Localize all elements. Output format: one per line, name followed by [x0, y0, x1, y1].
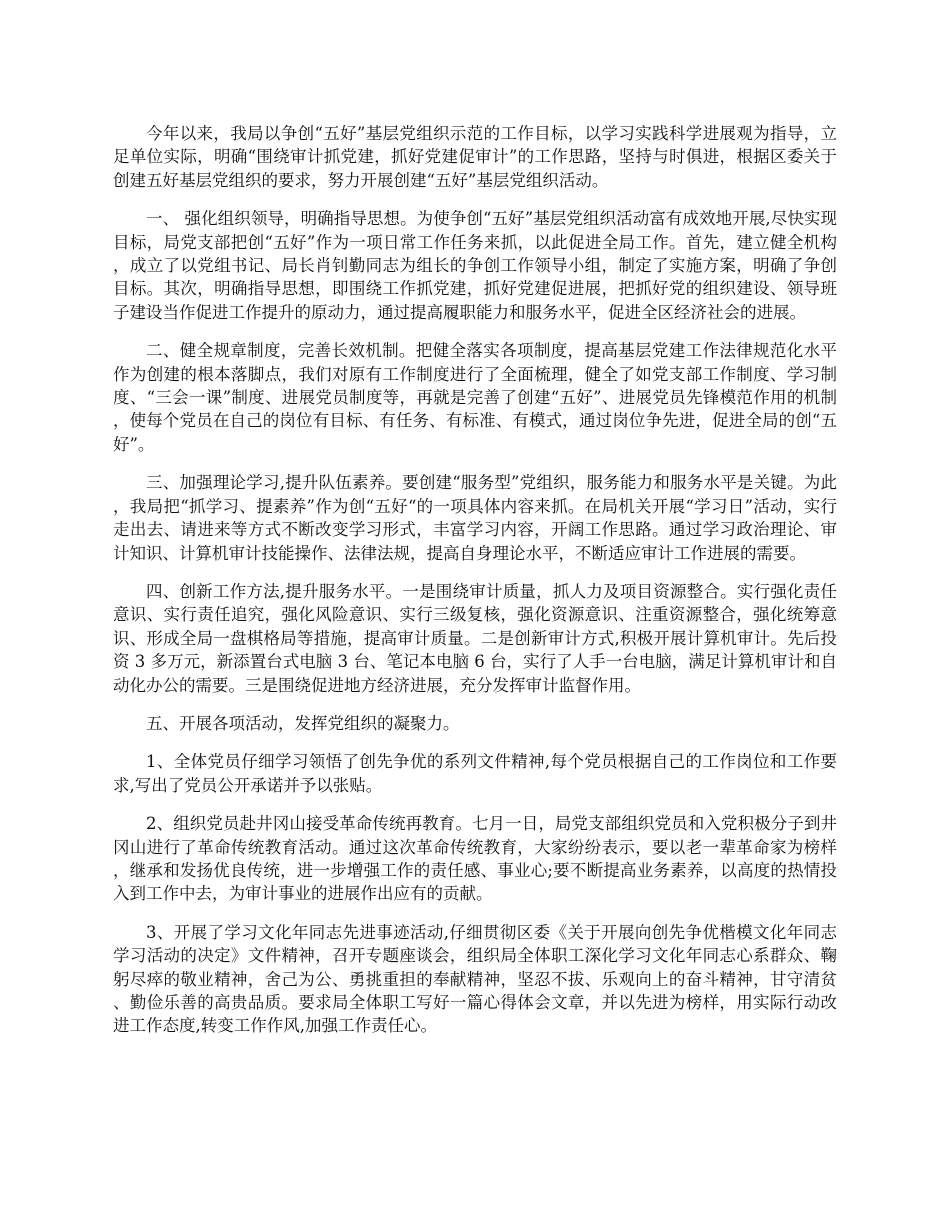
- paragraph-item-1: 1、全体党员仔细学习领悟了创先争优的系列文件精神,每个党员根据自己的工作岗位和工作要求,写出了党员公开承诺并予以张贴。: [113, 752, 837, 795]
- paragraph-intro: 今年以来，我局以争创“五好”基层党组织示范的工作目标，以学习实践科学进展观为指导，立足单位实际，明确“围绕审计抓党建，抓好党建促审计”的工作思路，坚持与时俱进，根据区委关于创建五好基层党组织的要求，努力开展创建“五好”基层党组织活动。: [113, 124, 837, 190]
- paragraph-section-4: 四、创新工作方法,提升服务水平。一是围绕审计质量，抓人力及项目资源整合。实行强化责任意识、实行责任追究，强化风险意识、实行三级复核，强化资源意识、注重资源整合，强化统筹意识、形成全局一盘棋格局等措施，提高审计质量。二是创新审计方式,积极开展计算机审计。先后投资 3 多万元，新添置台式电脑 3 台、笔记本电脑 6 台，实行了人手一台电脑，满足计算机审计和自动化办公的需要。三是围绕促进地方经济进展，充分发挥审计监督作用。: [113, 581, 837, 695]
- paragraph-section-1: 一、 强化组织领导，明确指导思想。为使争创“五好”基层党组织活动富有成效地开展,尽快实现目标，局党支部把创“五好”作为一项日常工作任务来抓，以此促进全局工作。首先，建立健全机构，成立了以党组书记、局长肖钊勤同志为组长的争创工作领导小组，制定了实施方案，明确了争创目标。其次，明确指导思想，即围绕工作抓党建，抓好党建促进展，把抓好党的组织建设、领导班子建设当作促进工作提升的原动力，通过提高履职能力和服务水平，促进全区经济社会的进展。: [113, 209, 837, 322]
- paragraph-item-2: 2、组织党员赴井冈山接受革命传统再教育。七月一日，局党支部组织党员和入党积极分子到井冈山进行了革命传统教育活动。通过这次革命传统教育，大家纷纷表示，要以老一辈革命家为榜样，继承和发扬优良传统，进一步增强工作的责任感、事业心;要不断提高业务素养，以高度的热情投入到工作中去，为审计事业的进展作出应有的贡献。: [113, 814, 837, 904]
- paragraph-item-3: 3、开展了学习文化年同志先进事迹活动,仔细贯彻区委《关于开展向创先争优楷模文化年同志学习活动的决定》文件精神，召开专题座谈会，组织局全体职工深化学习文化年同志心系群众、鞠躬尽瘁的敬业精神，舍己为公、勇挑重担的奉献精神，坚忍不拔、乐观向上的奋斗精神，甘守清贫、勤俭乐善的高贵品质。要求局全体职工写好一篇心得体会文章，并以先进为榜样，用实际行动改进工作态度,转变工作作风,加强工作责任心。: [113, 922, 837, 1036]
- paragraph-section-2: 二、健全规章制度，完善长效机制。把健全落实各项制度，提高基层党建工作法律规范化水平作为创建的根本落脚点，我们对原有工作制度进行了全面梳理，健全了如党支部工作制度、学习制度、“三会一课”制度、进展党员制度等，再就是完善了创建“五好”、进展党员先锋模范作用的机制，使每个党员在自己的岗位有目标、有任务、有标准、有模式，通过岗位争先进，促进全局的创“五好”。: [113, 341, 837, 454]
- paragraph-section-5-heading: 五、开展各项活动，发挥党组织的凝聚力。: [146, 713, 460, 733]
- paragraph-section-3: 三、加强理论学习,提升队伍素养。要创建“服务型”党组织，服务能力和服务水平是关键。为此，我局把“抓学习、提素养”作为创“五好“的一项具体内容来抓。在局机关开展“学习日”活动，实行走出去、请进来等方式不断改变学习形式，丰富学习内容，开阔工作思路。通过学习政治理论、审计知识、计算机审计技能操作、法律法规，提高自身理论水平，不断适应审计工作进展的需要。: [113, 473, 837, 563]
- document-body: [113, 122, 837, 1053]
